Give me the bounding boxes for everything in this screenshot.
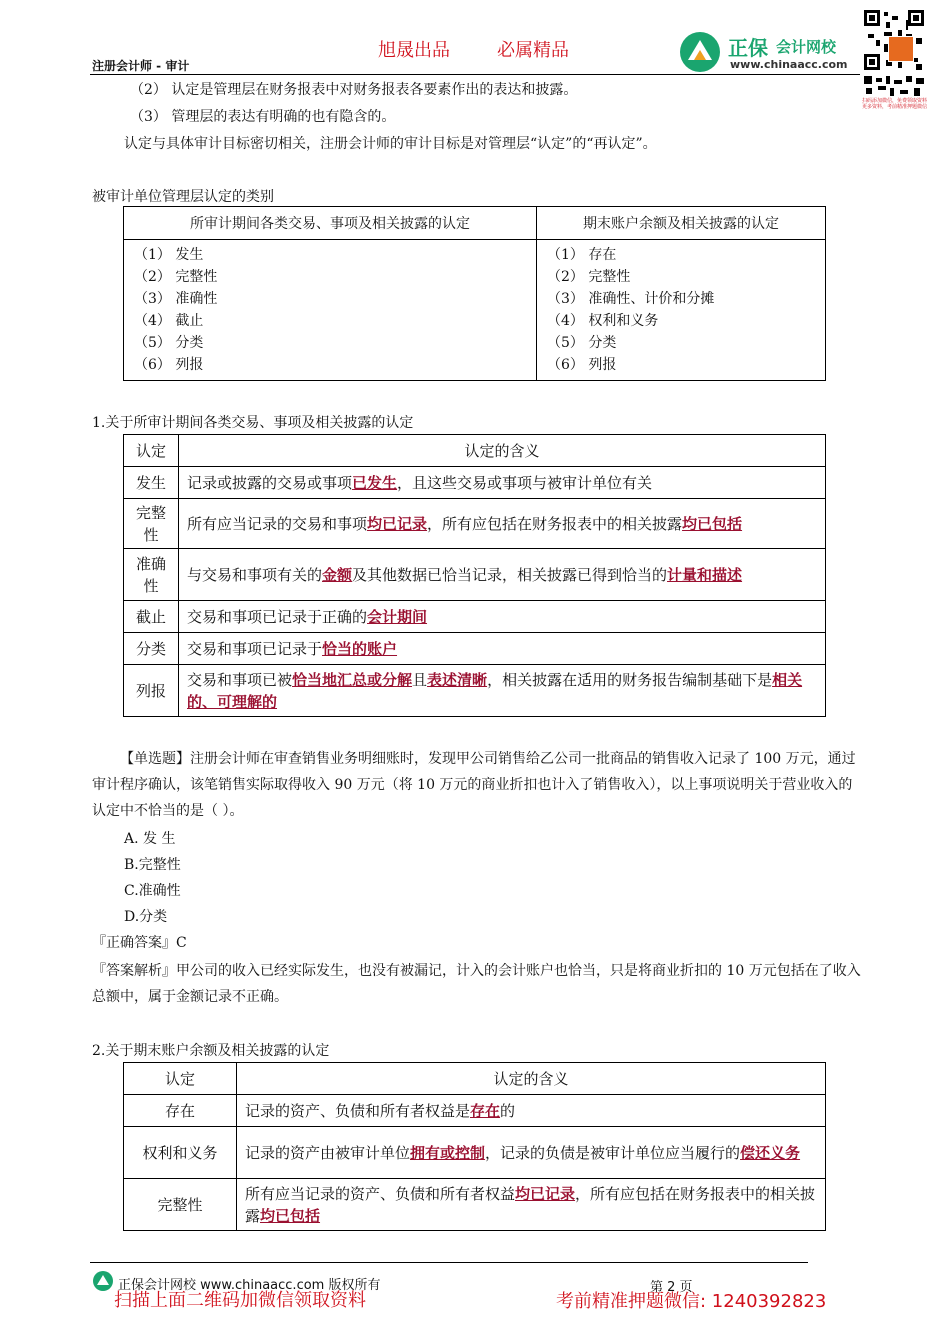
section2-header-assertion: 认定 — [124, 1063, 237, 1095]
question-option: C.准确性 — [124, 883, 181, 899]
categories-title: 被审计单位管理层认定的类别 — [92, 189, 274, 205]
assertion-name: 准确性 — [124, 549, 179, 601]
categories-col1-header: 所审计期间各类交易、事项及相关披露的认定 — [124, 207, 537, 240]
assertion-meaning: 所有应当记录的交易和事项均已记录，所有应包括在财务报表中的相关披露均已包括 — [179, 499, 826, 549]
assertion-meaning: 与交易和事项有关的金额及其他数据已恰当记录，相关披露已得到恰当的计量和描述 — [179, 549, 826, 601]
categories-col2-list — [537, 240, 826, 381]
list-item: （6） 列报 — [134, 357, 204, 373]
footer-page-number: 第 2 页 — [650, 1280, 693, 1295]
section1-table — [123, 434, 826, 717]
qr-note-2: 更多资料，考前精准押题微信 — [862, 104, 928, 110]
section2-title: 2.关于期末账户余额及相关披露的认定 — [92, 1043, 330, 1059]
question-option: B.完整性 — [124, 857, 181, 873]
doc-header-title: 注册会计师 - 审计 — [92, 59, 190, 73]
assertion-meaning: 所有应当记录的资产、负债和所有者权益均已记录，所有应包括在财务报表中的相关披露均已包括 — [237, 1179, 826, 1231]
logo-name: 正保 — [728, 36, 768, 60]
assertion-meaning: 记录的资产由被审计单位拥有或控制，记录的负债是被审计单位应当履行的偿还义务 — [237, 1127, 826, 1179]
assertion-name: 权利和义务 — [124, 1127, 237, 1179]
categories-col1-list — [124, 240, 537, 381]
assertion-name: 完整性 — [124, 499, 179, 549]
categories-table — [123, 206, 826, 381]
logo-url: www.chinaacc.com — [730, 58, 848, 71]
section2-header-meaning: 认定的含义 — [237, 1063, 826, 1095]
question-stem: 【单选题】注册会计师在审查销售业务明细账时，发现甲公司销售给乙公司一批商品的销售收入记录了 100 万元，通过审计程序确认，该笔销售实际取得收入 90 万元（将 10 万元的商业折扣也计入了销售收入），以上事项说明关于营业收入的认定中不恰当的是（ ）。 — [92, 751, 856, 819]
qr-center-badge-icon — [888, 36, 914, 62]
header-divider — [90, 74, 860, 75]
section1-header-assertion: 认定 — [124, 435, 179, 467]
logo-emblem-icon — [678, 30, 722, 74]
section1-title: 1.关于所审计期间各类交易、事项及相关披露的认定 — [92, 415, 414, 431]
list-item: （2） 完整性 — [547, 269, 631, 285]
question-option: D.分类 — [124, 909, 168, 925]
footer-copyright: 正保会计网校 www.chinaacc.com 版权所有 — [118, 1278, 381, 1293]
intro-item-2: （2） 认定是管理层在财务报表中对财务报表各要素作出的表达和披露。 — [130, 82, 578, 98]
assertion-name: 列报 — [124, 665, 179, 717]
slogan-1: 旭晟出品 — [378, 40, 450, 61]
question-analysis: 『答案解析』甲公司的收入已经实际发生，也没有被漏记，计入的会计账户也恰当，只是将商业折扣的 10 万元包括在了收入总额中，属于金额记录不正确。 — [92, 963, 861, 1005]
list-item: （1） 存在 — [547, 247, 617, 263]
assertion-name: 发生 — [124, 467, 179, 499]
assertion-name: 完整性 — [124, 1179, 237, 1231]
list-item: （3） 准确性、计价和分摊 — [547, 291, 715, 307]
assertion-name: 分类 — [124, 633, 179, 665]
assertion-meaning: 交易和事项已被恰当地汇总或分解且表述清晰，相关披露在适用的财务报告编制基础下是相关的、可理解的 — [179, 665, 826, 717]
footer-logo-icon — [92, 1270, 114, 1292]
assertion-meaning: 交易和事项已记录于正确的会计期间 — [179, 601, 826, 633]
list-item: （6） 列报 — [547, 357, 617, 373]
promo-right: 考前精准押题微信: 1240392823 — [556, 1291, 827, 1312]
section2-table — [123, 1062, 826, 1231]
intro-paragraph: 认定与具体审计目标密切相关，注册会计师的审计目标是对管理层“认定”的“再认定”。 — [124, 136, 657, 152]
logo-sub: 会计网校 — [776, 38, 837, 56]
list-item: （2） 完整性 — [134, 269, 218, 285]
qr-code-small-icon — [862, 74, 926, 98]
list-item: （4） 权利和义务 — [547, 313, 659, 329]
footer-divider — [90, 1262, 808, 1263]
list-item: （5） 分类 — [134, 335, 204, 351]
assertion-name: 存在 — [124, 1095, 237, 1127]
assertion-meaning: 交易和事项已记录于恰当的账户 — [179, 633, 826, 665]
list-item: （5） 分类 — [547, 335, 617, 351]
question-answer: 『正确答案』C — [92, 935, 187, 951]
intro-item-3: （3） 管理层的表达有明确的也有隐含的。 — [130, 109, 396, 125]
section1-header-meaning: 认定的含义 — [179, 435, 826, 467]
slogan-2: 必属精品 — [497, 40, 569, 61]
assertion-name: 截止 — [124, 601, 179, 633]
categories-col2-header: 期末账户余额及相关披露的认定 — [537, 207, 826, 240]
question-option: A. 发 生 — [124, 831, 176, 847]
assertion-meaning: 记录的资产、负债和所有者权益是存在的 — [237, 1095, 826, 1127]
list-item: （1） 发生 — [134, 247, 204, 263]
chinaacc-logo — [678, 30, 850, 74]
list-item: （4） 截止 — [134, 313, 204, 329]
assertion-meaning: 记录或披露的交易或事项已发生，且这些交易或事项与被审计单位有关 — [179, 467, 826, 499]
qr-note-1: 扫码添加微信，免费领取资料 — [862, 98, 928, 104]
promo-left: 扫描上面二维码加微信领取资料 — [114, 1290, 366, 1311]
list-item: （3） 准确性 — [134, 291, 218, 307]
